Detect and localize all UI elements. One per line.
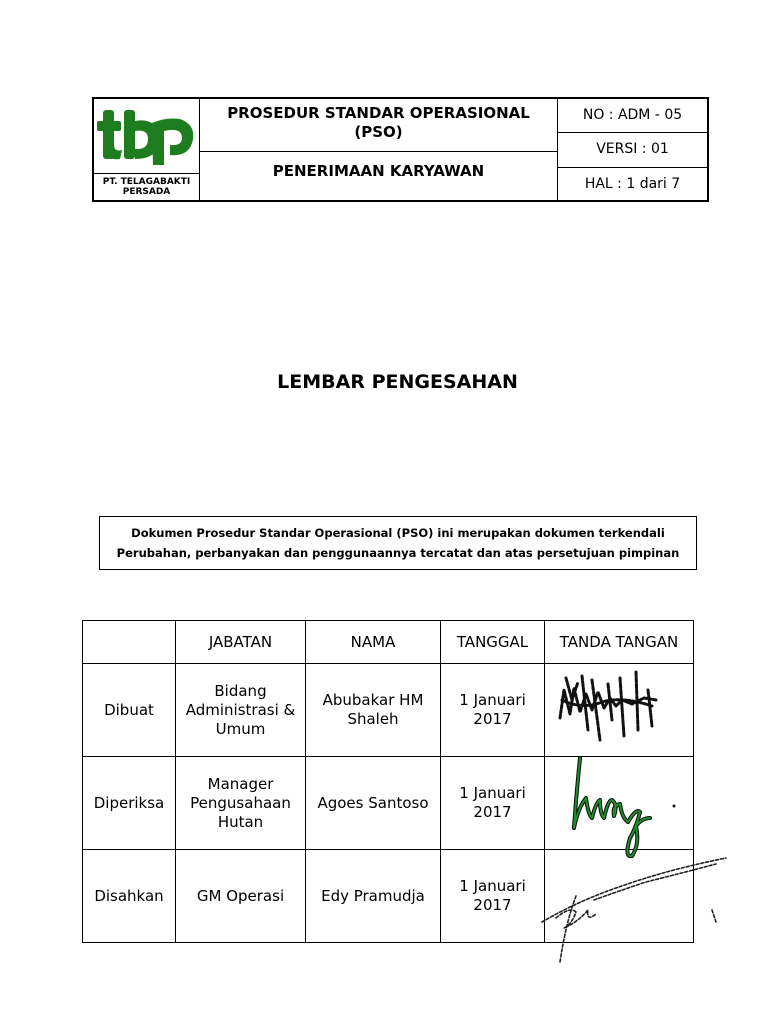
doc-page: HAL : 1 dari 7 — [584, 176, 681, 192]
date-cell — [441, 664, 545, 757]
date-line: 2017 — [473, 710, 512, 728]
role-cell: Dibuat — [83, 664, 176, 757]
name-cell — [306, 664, 441, 757]
date-line: 2017 — [473, 803, 512, 821]
name-line: Agoes Santoso — [317, 793, 429, 812]
column-header-name: NAMA — [306, 621, 441, 664]
position-cell — [176, 757, 306, 850]
name-cell — [306, 757, 441, 850]
document-title — [200, 99, 557, 152]
role-cell: Diperiksa — [83, 757, 176, 850]
date-line: 1 Januari — [459, 877, 526, 895]
document-header — [92, 97, 709, 202]
position-line: Administrasi & — [185, 700, 296, 719]
date-line: 2017 — [473, 896, 512, 914]
column-header-position: JABATAN — [176, 621, 306, 664]
position-line: Pengusahaan — [190, 793, 291, 812]
signature-cell — [545, 664, 694, 757]
logo-cell — [94, 99, 200, 200]
date-line: 1 Januari — [459, 784, 526, 802]
role-cell: Disahkan — [83, 850, 176, 943]
company-name-line1: PT. TELAGABAKTI — [102, 177, 191, 187]
position-cell — [176, 850, 306, 943]
table-row — [83, 757, 694, 850]
document-subtitle: PENERIMAAN KARYAWAN — [272, 162, 485, 180]
date-cell — [441, 757, 545, 850]
signature-cell — [545, 757, 694, 850]
notice-line1: Dokumen Prosedur Standar Operasional (PSO) ini merupakan dokumen terkendali — [131, 526, 665, 540]
date-cell — [441, 850, 545, 943]
name-line: Shaleh — [347, 710, 399, 728]
sheet-title: LEMBAR PENGESAHAN — [277, 371, 518, 393]
notice-line2: Perubahan, perbanyakan dan penggunaannya tercatat dan atas persetujuan pimpinan — [116, 546, 680, 560]
position-line: Manager — [207, 774, 274, 793]
signature-cell — [545, 850, 694, 943]
header-title-cell — [200, 99, 558, 200]
date-line: 1 Januari — [459, 691, 526, 709]
company-name — [94, 173, 199, 200]
approval-table — [82, 620, 694, 943]
name-line: Abubakar HM — [322, 691, 424, 709]
doc-version: VERSI : 01 — [558, 134, 707, 168]
position-line: Umum — [215, 719, 266, 738]
name-line: Edy Pramudja — [321, 886, 425, 905]
company-logo — [94, 99, 199, 173]
position-line: Hutan — [217, 812, 264, 831]
control-notice — [99, 516, 697, 570]
column-header-signature: TANDA TANGAN — [545, 621, 694, 664]
document-title-line2: (PSO) — [354, 123, 403, 141]
column-header-role — [83, 621, 176, 664]
column-header-date: TANGGAL — [441, 621, 545, 664]
doc-number: NO : ADM - 05 — [558, 99, 707, 133]
position-cell — [176, 664, 306, 757]
table-row — [83, 664, 694, 757]
name-cell — [306, 850, 441, 943]
company-name-line2: PERSADA — [122, 187, 171, 197]
position-line: GM Operasi — [196, 886, 285, 905]
table-row — [83, 850, 694, 943]
header-meta-cell — [558, 99, 707, 200]
position-line: Bidang — [214, 681, 267, 700]
document-title-line1: PROSEDUR STANDAR OPERASIONAL — [227, 104, 530, 122]
table-header-row — [83, 621, 694, 664]
